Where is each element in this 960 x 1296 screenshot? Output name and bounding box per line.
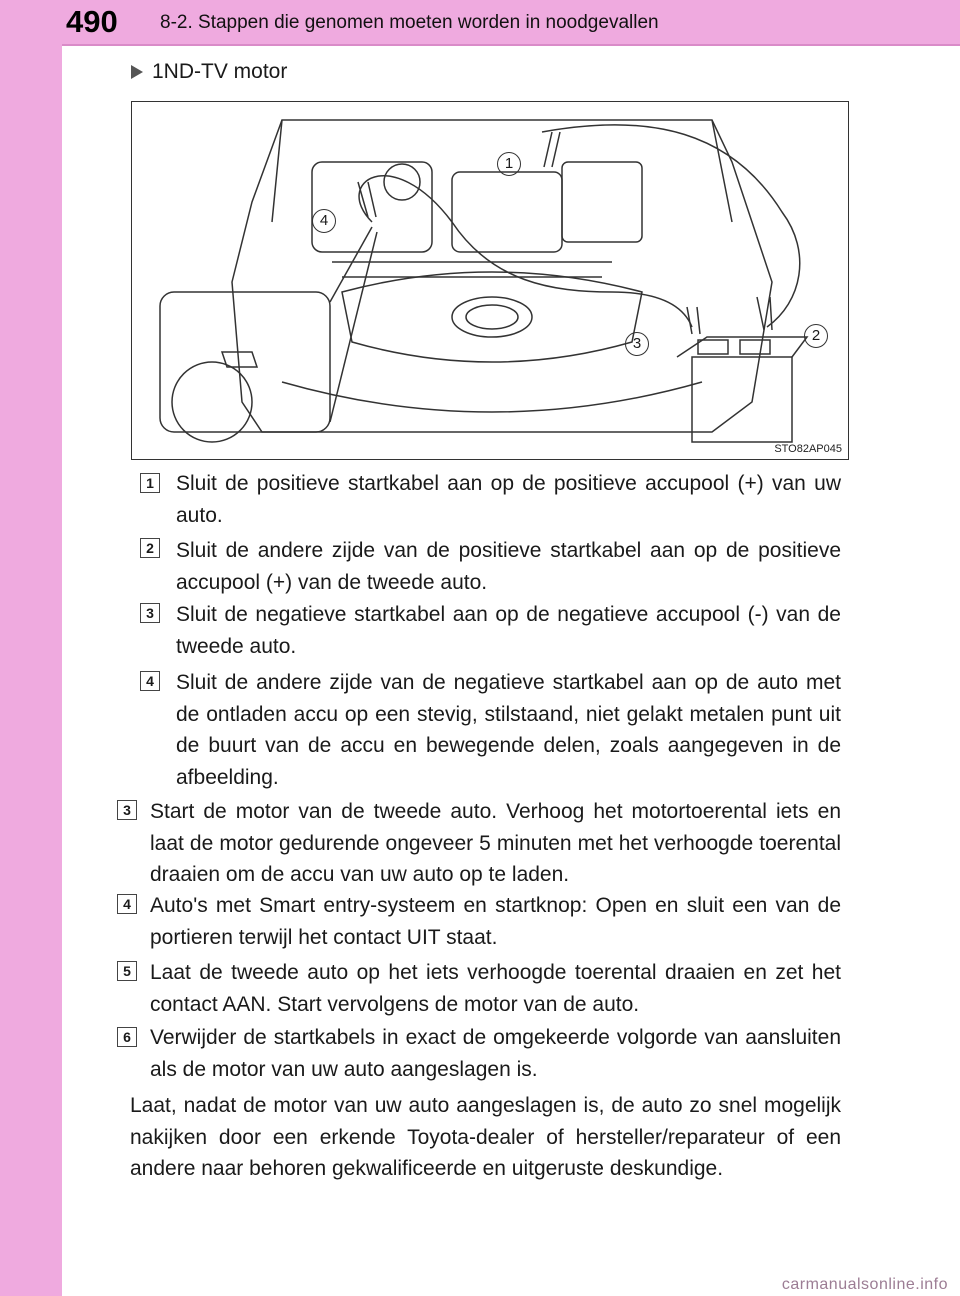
callout-4: 4 — [312, 209, 336, 233]
side-tab-bar — [0, 0, 62, 1296]
step-text: Verwijder de startkabels in exact de omgekeerde volgorde van aansluiten als de motor van uw auto aangeslagen is. — [150, 1026, 841, 1081]
substep-text: Sluit de positieve startkabel aan op de positieve accupool (+) van uw auto. — [176, 472, 841, 527]
arrow-right-icon — [131, 65, 143, 79]
watermark: carmanualsonline.info — [781, 1276, 948, 1293]
substep-number: 4 — [140, 671, 160, 691]
step-number: 4 — [117, 894, 137, 914]
substep-text: Sluit de andere zijde van de positieve startkabel aan op de positieve accupool (+) van de tweede auto. — [176, 539, 841, 594]
substep-number: 1 — [140, 473, 160, 493]
substep-text: Sluit de andere zijde van de negatieve startkabel aan op de auto met de ontladen accu op een stevig, stilstaand, niet gelakt metalen punt uit de buurt van de accu en bewegende delen, zoals aangegeven in de afbeelding. — [176, 671, 841, 789]
closing-paragraph: Laat, nadat de motor van uw auto aangeslagen is, de auto zo snel mogelijk nakijken door een erkende Toyota-dealer of hersteller/reparateur of een andere naar behoren gekwalificeerde en uitgeruste deskundige. — [130, 1094, 841, 1180]
engine-bay-drawing — [132, 102, 848, 459]
section-label: 1ND-TV motor — [152, 60, 288, 83]
callout-1: 1 — [497, 152, 521, 176]
substep-text: Sluit de negatieve startkabel aan op de negatieve accupool (-) van de tweede auto. — [176, 603, 841, 658]
header-divider — [62, 44, 960, 46]
callout-3: 3 — [625, 332, 649, 356]
step-text: Laat de tweede auto op het iets verhoogde toerental draaien en zet het contact AAN. Start vervolgens de motor van de auto. — [150, 961, 841, 1016]
substep-number: 2 — [140, 538, 160, 558]
chapter-title: 8-2. Stappen die genomen moeten worden in noodgevallen — [160, 12, 659, 33]
page-number: 490 — [66, 4, 118, 39]
figure-code: STO82AP045 — [774, 443, 842, 455]
step-text: Auto's met Smart entry-systeem en startknop: Open en sluit een van de portieren terwijl het contact UIT staat. — [150, 894, 841, 949]
step-number: 5 — [117, 961, 137, 981]
jump-start-illustration — [131, 101, 849, 460]
substep-number: 3 — [140, 603, 160, 623]
step-number: 6 — [117, 1027, 137, 1047]
callout-2: 2 — [804, 324, 828, 348]
step-text: Start de motor van de tweede auto. Verhoog het motortoerental iets en laat de motor gedurende ongeveer 5 minuten met het verhoogde toerental draaien om de accu van uw auto op te laden. — [150, 800, 841, 886]
step-number: 3 — [117, 800, 137, 820]
